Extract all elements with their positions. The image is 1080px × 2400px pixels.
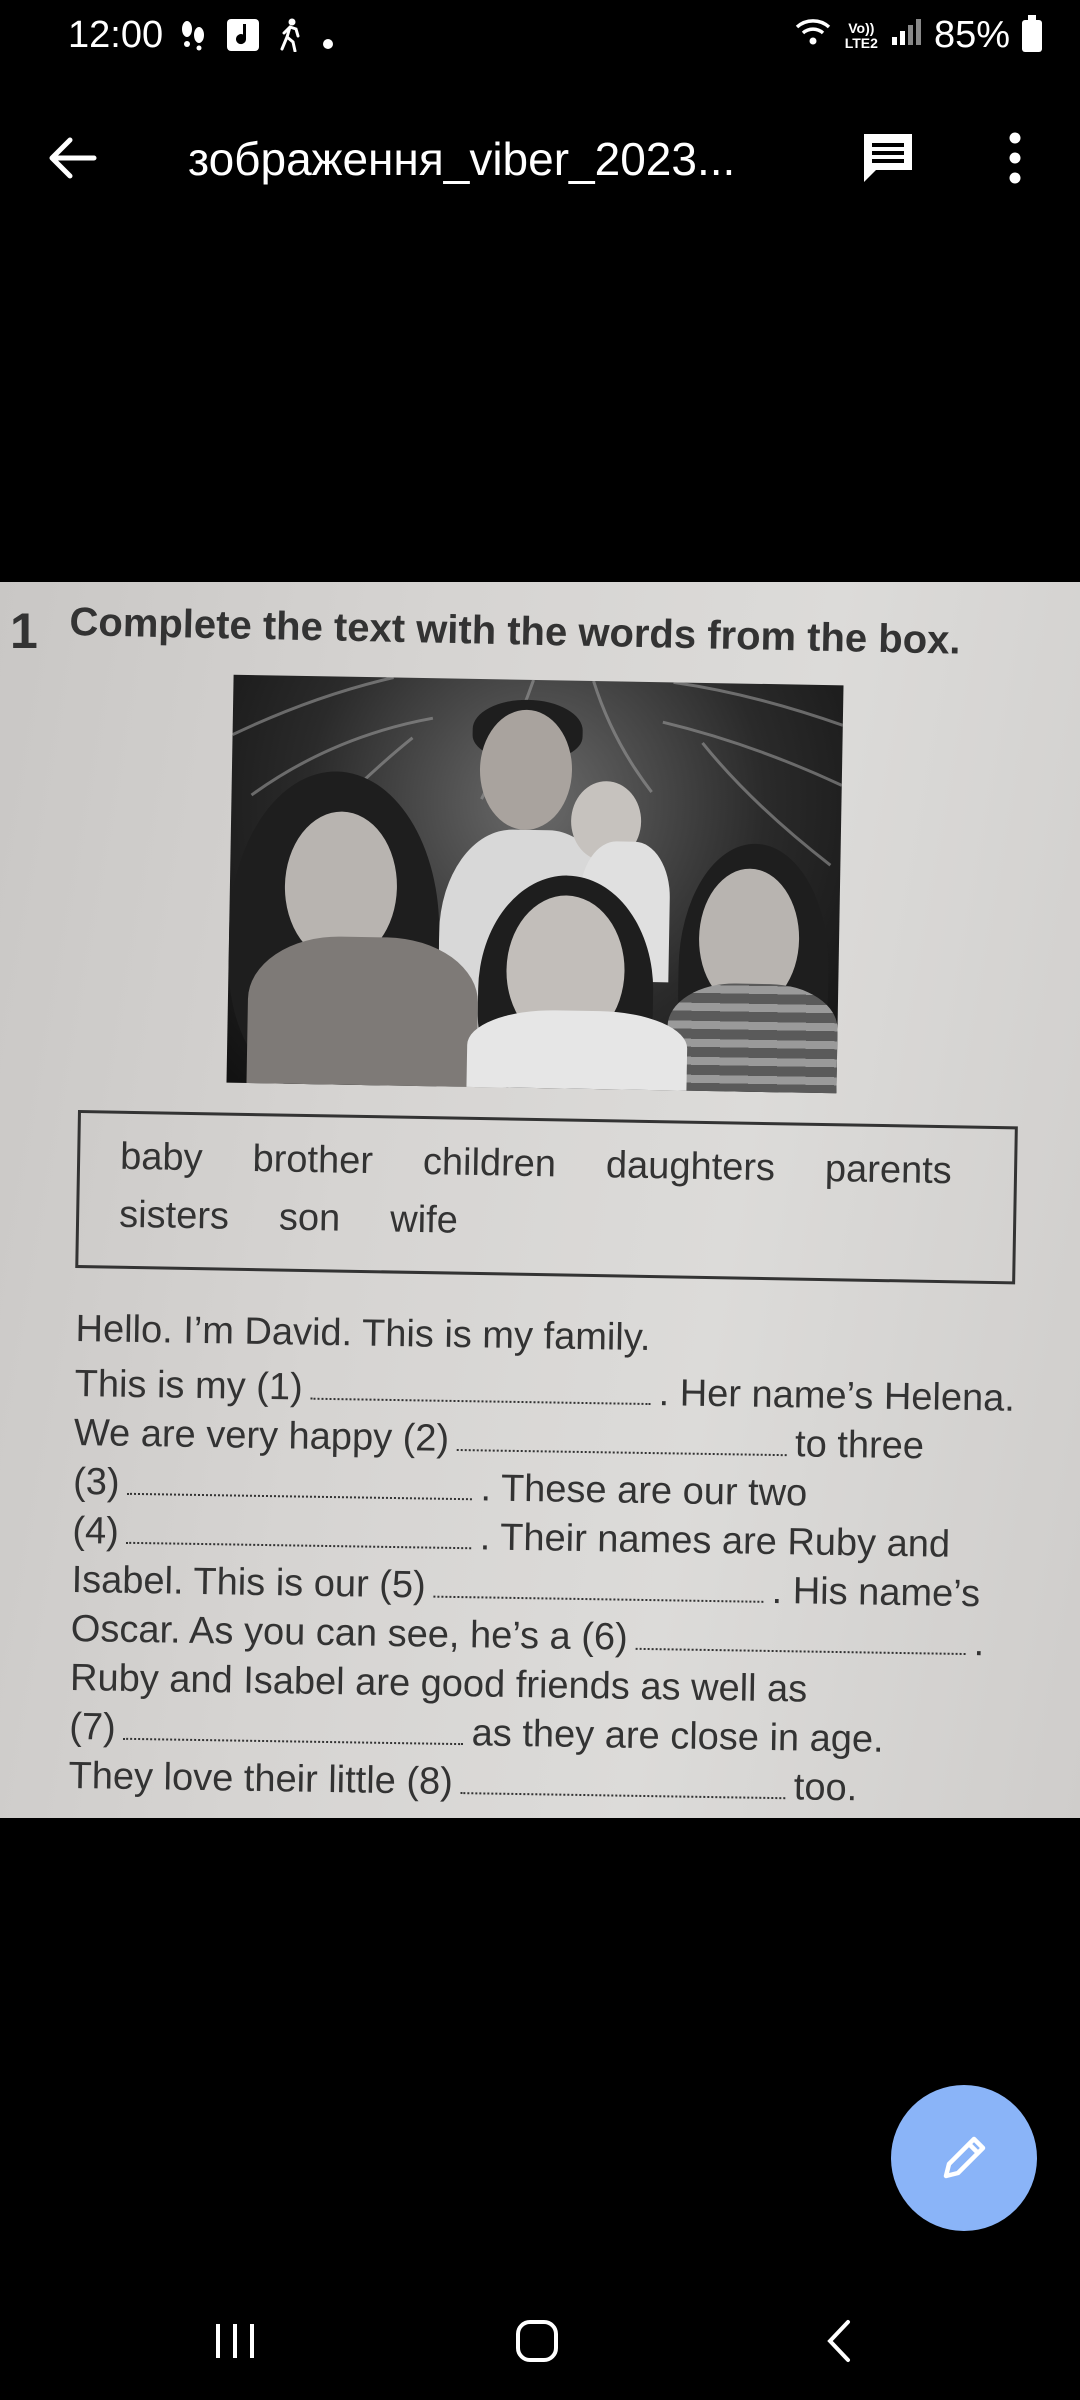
text-segment: . His name’s — [771, 1569, 981, 1616]
comment-button[interactable] — [858, 128, 918, 188]
text-segment: Oscar. As you can see, he’s a (6) — [70, 1607, 629, 1659]
word-box-item: daughters — [605, 1144, 776, 1190]
text-segment: . — [973, 1622, 985, 1665]
family-photo — [226, 675, 843, 1094]
text-segment: Hello. I’m David. This is my family. — [75, 1307, 651, 1360]
battery-icon — [1022, 20, 1042, 52]
word-box-item: children — [422, 1141, 557, 1186]
walking-person-icon — [278, 18, 304, 60]
word-box-item: parents — [824, 1148, 953, 1193]
word-box-row-1 — [120, 1136, 952, 1194]
more-options-button[interactable] — [990, 128, 1040, 188]
text-segment: They love their little (8) — [68, 1754, 454, 1803]
notification-icons — [178, 18, 334, 60]
text-segment: . Their names are Ruby and — [479, 1516, 951, 1566]
exercise-text — [68, 1302, 1036, 1813]
text-segment: (3) — [72, 1460, 120, 1504]
answer-blank-3 — [127, 1489, 472, 1500]
word-box-row-2 — [119, 1194, 458, 1243]
word-box-item: baby — [119, 1135, 203, 1180]
network-label: LTE2 — [844, 34, 878, 51]
recent-apps-button[interactable] — [210, 2318, 260, 2364]
exercise-number: 1 — [10, 603, 38, 659]
answer-blank-6 — [636, 1644, 966, 1655]
top-app-bar — [0, 110, 1080, 200]
exercise-instruction: Complete the text with the words from the box. — [69, 600, 961, 663]
text-segment: (7) — [68, 1705, 117, 1749]
wifi-icon — [793, 14, 833, 57]
battery-percent: 85% — [933, 14, 1010, 56]
answer-blank-4 — [127, 1538, 472, 1549]
status-time: 12:00 — [68, 14, 164, 56]
volte-label: Vo)) — [848, 19, 875, 36]
word-box-item: brother — [252, 1138, 374, 1183]
status-bar — [0, 0, 1080, 80]
edit-fab-button[interactable] — [891, 2085, 1037, 2231]
word-box — [75, 1110, 1018, 1284]
text-segment: This is my (1) — [74, 1362, 304, 1409]
word-box-item: wife — [389, 1198, 459, 1242]
text-segment: to three — [794, 1423, 925, 1468]
answer-blank-7 — [124, 1734, 464, 1745]
lte-indicator — [845, 21, 878, 51]
signal-icon — [890, 14, 922, 57]
text-segment: We are very happy (2) — [73, 1411, 450, 1460]
back-button[interactable] — [42, 126, 106, 190]
pencil-icon — [936, 2130, 992, 2186]
arrow-left-icon — [42, 126, 106, 190]
photo-viewer-image[interactable] — [0, 582, 1080, 1818]
comment-icon — [858, 128, 918, 188]
music-note-icon — [226, 18, 260, 60]
recent-apps-icon — [210, 2318, 260, 2364]
nav-back-button[interactable] — [820, 2318, 860, 2364]
answer-blank-8 — [461, 1788, 786, 1799]
text-segment: too. — [793, 1766, 858, 1810]
footsteps-icon — [178, 19, 208, 59]
text-segment: Isabel. This is our (5) — [71, 1558, 427, 1607]
system-nav-bar — [0, 2290, 1080, 2400]
more-vert-icon — [990, 128, 1040, 188]
answer-blank-5 — [434, 1592, 764, 1603]
home-button[interactable] — [514, 2318, 560, 2364]
text-segment: Ruby and Isabel are good friends as well as — [69, 1656, 808, 1711]
text-segment: . Her name’s Helena. — [658, 1372, 1016, 1420]
text-segment: as they are close in age. — [471, 1712, 884, 1761]
answer-blank-1 — [310, 1394, 650, 1405]
home-icon — [514, 2318, 560, 2364]
text-segment: (4) — [72, 1509, 120, 1553]
answer-blank-2 — [457, 1445, 787, 1456]
word-box-item: son — [278, 1196, 341, 1240]
dot-icon — [322, 21, 334, 58]
chevron-left-icon — [820, 2318, 860, 2364]
file-title: зображення_viber_2023... — [188, 133, 736, 185]
text-segment: . These are our two — [480, 1467, 808, 1515]
word-box-item: sisters — [118, 1193, 230, 1238]
text-line — [75, 1302, 1036, 1366]
